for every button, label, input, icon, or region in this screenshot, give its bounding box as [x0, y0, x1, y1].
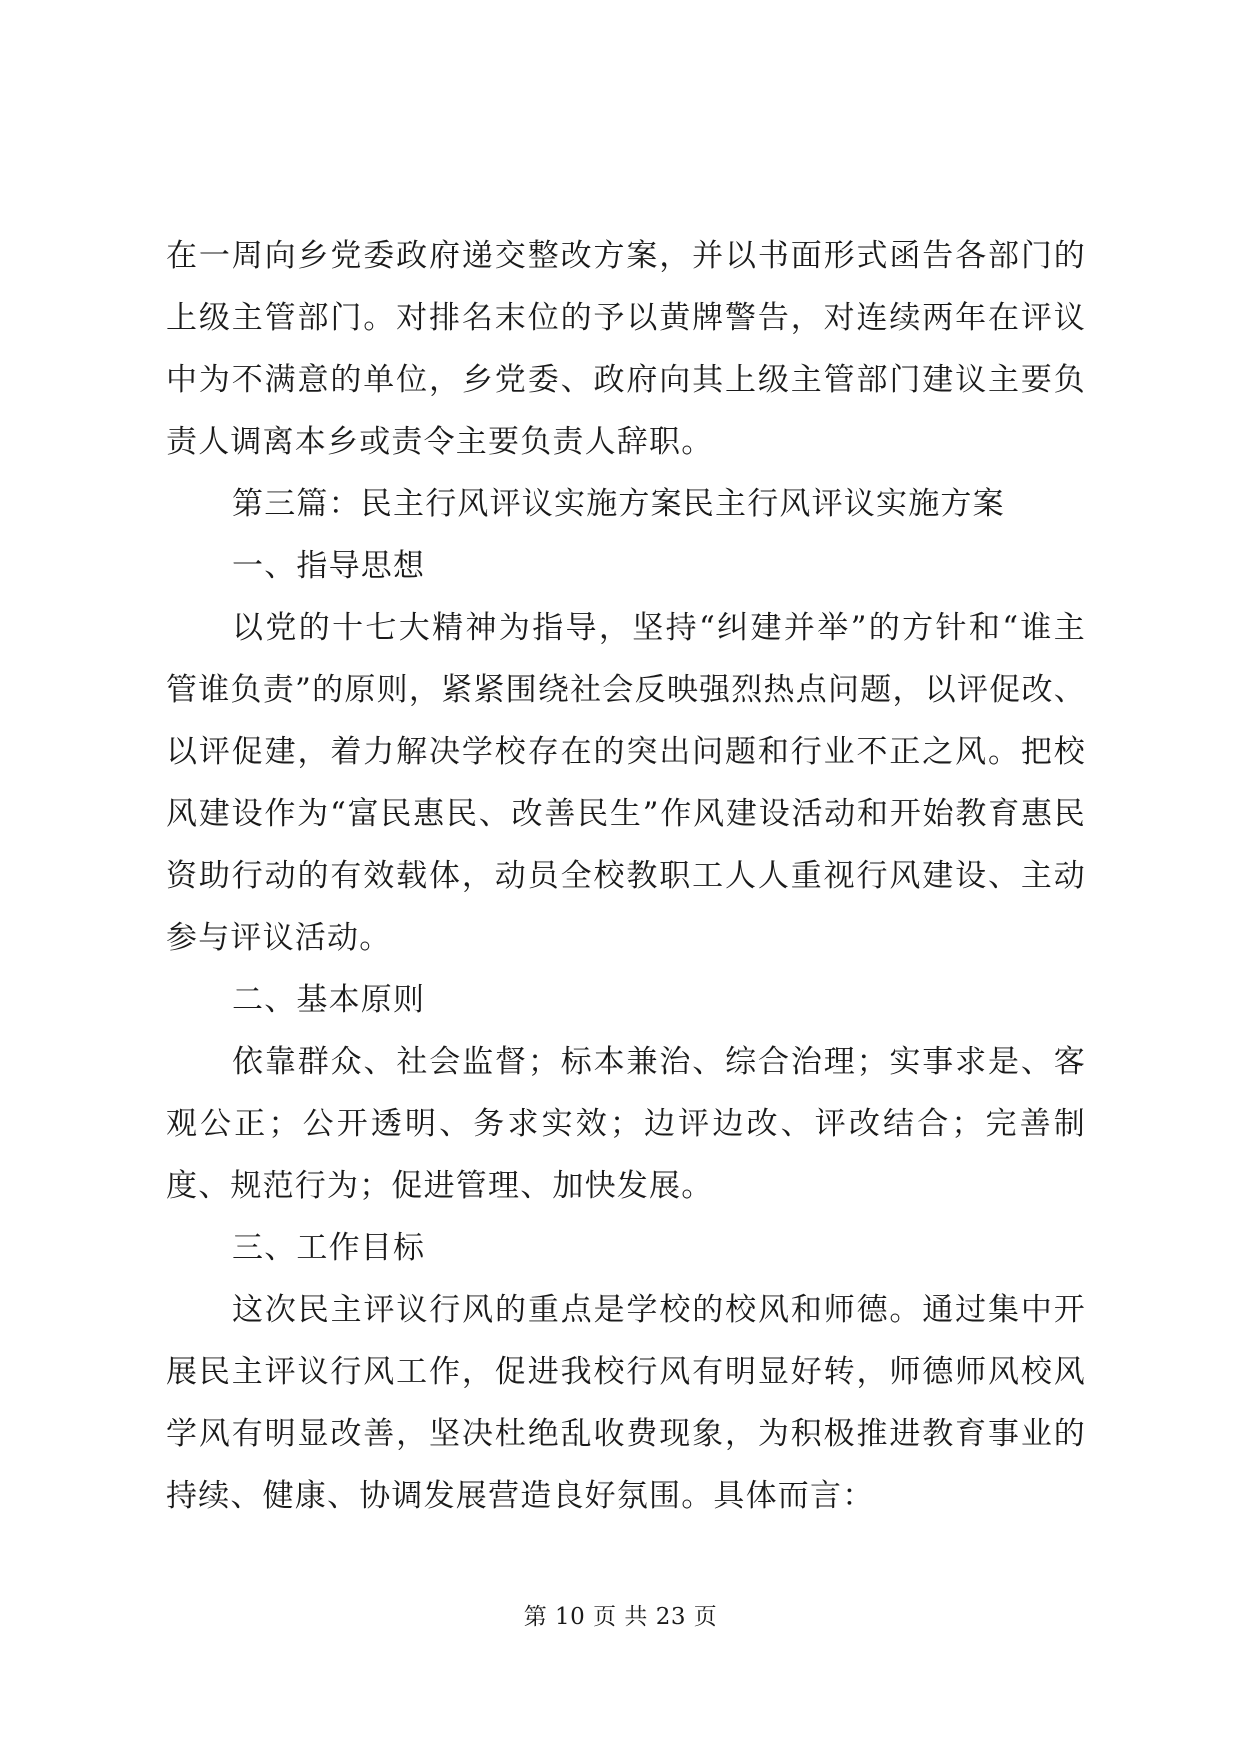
paragraph-guiding-ideology: 以党的十七大精神为指导，坚持“纠建并举”的方针和“谁主管谁负责”的原则，紧紧围绕社会反映强烈热点问题，以评促改、以评促建，着力解决学校存在的突出问题和行业不正之风。把校风建设作为“富民惠民、改善民生”作风建设活动和开始教育惠民资助行动的有效载体，动员全校教职工人人重视行风建设、主动参与评议活动。	[166, 610, 1086, 956]
section-title: 第三篇：民主行风评议实施方案民主行风评议实施方案	[232, 486, 1005, 522]
paragraph-basic-principles: 依靠群众、社会监督；标本兼治、综合治理；实事求是、客观公正；公开透明、务求实效；边评边改、评改结合；完善制度、规范行为；促进管理、加快发展。	[166, 1044, 1086, 1204]
heading-basic-principles: 二、基本原则	[232, 982, 426, 1018]
heading-guiding-ideology: 一、指导思想	[232, 548, 426, 584]
page-number-footer: 第 10 页 共 23 页	[523, 1604, 718, 1630]
paragraph-continuation: 在一周向乡党委政府递交整改方案，并以书面形式函告各部门的上级主管部门。对排名末位的予以黄牌警告，对连续两年在评议中为不满意的单位，乡党委、政府向其上级主管部门建议主要负责人调离本乡或责令主要负责人辞职。	[166, 238, 1086, 460]
heading-work-goals: 三、工作目标	[232, 1230, 426, 1266]
paragraph-work-goals: 这次民主评议行风的重点是学校的校风和师德。通过集中开展民主评议行风工作，促进我校行风有明显好转，师德师风校风学风有明显改善，坚决杜绝乱收费现象，为积极推进教育事业的持续、健康、协调发展营造良好氛围。具体而言：	[166, 1292, 1086, 1514]
document-body	[166, 225, 1086, 1527]
